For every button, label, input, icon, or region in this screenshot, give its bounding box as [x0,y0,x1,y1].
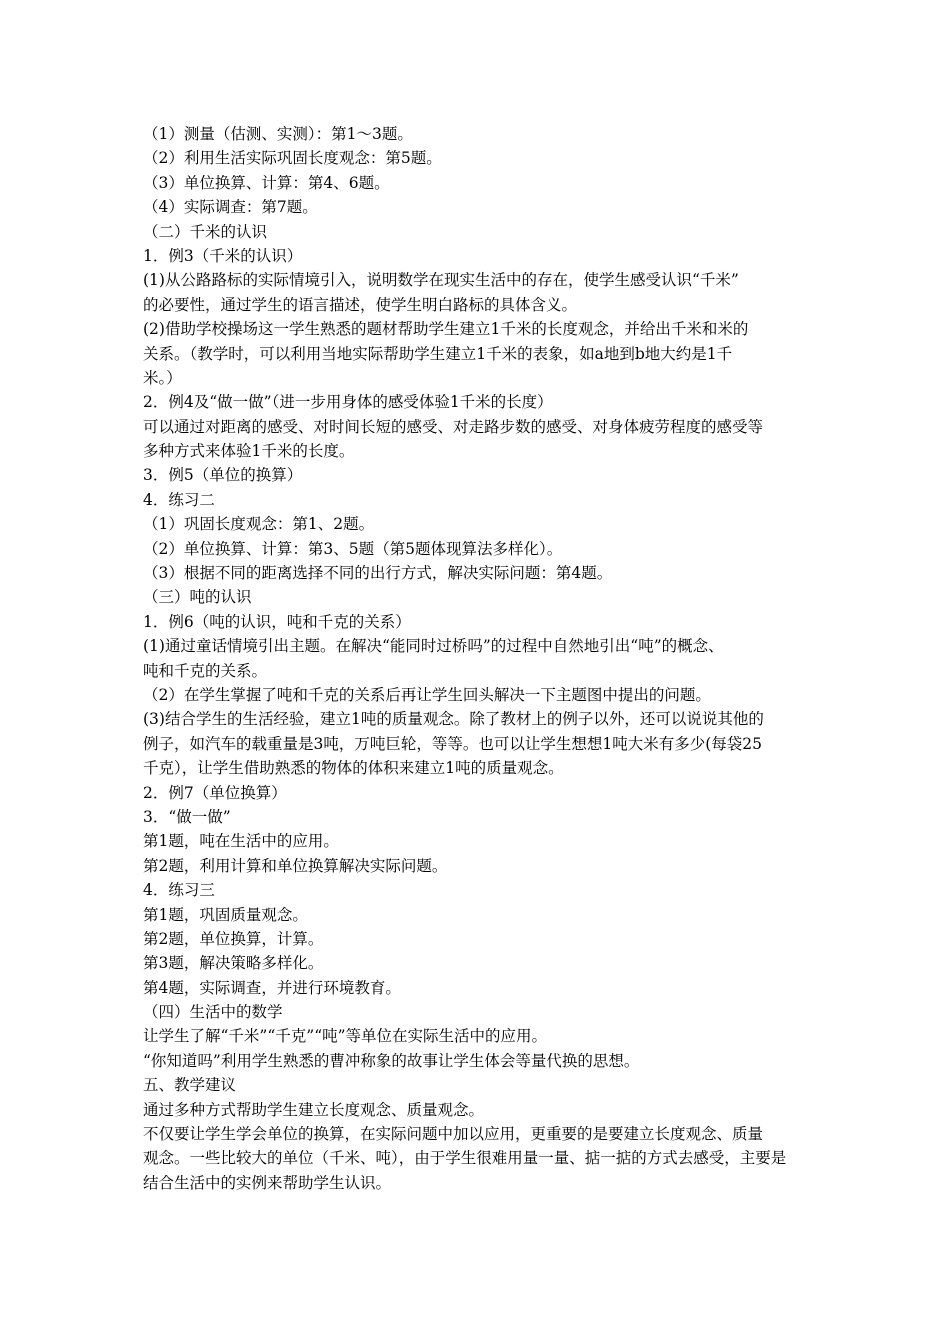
section-heading: 五、教学建议 [143,1076,237,1095]
text-line: 的必要性，通过学生的语言描述，使学生明白路标的具体含义。 [143,295,578,314]
text-line: 可以通过对距离的感受、对时间长短的感受、对走路步数的感受、对身体疲劳程度的感受等 [143,417,764,436]
text-line: 4．练习三 [143,881,215,900]
text-line: “你知道吗”利用学生熟悉的曹冲称象的故事让学生体会等量代换的思想。 [143,1051,640,1070]
text-line: 观念。一些比较大的单位（千米、吨），由于学生很难用量一量、掂一掂的方式去感受，主要是 [143,1149,787,1168]
text-line: (3)结合学生的生活经验，建立1吨的质量观念。除了教材上的例子以外，还可以说说其他的 [143,710,764,729]
section-heading: （二）千米的认识 [143,222,268,241]
text-line: (2)借助学校操场这一学生熟悉的题材帮助学生建立1千米的长度观念，并给出千米和米的 [143,320,749,339]
text-line: 2．例4及“做一做”（进一步用身体的感受体验1千米的长度） [143,393,553,412]
text-line: （3）根据不同的距离选择不同的出行方式，解决实际问题：第4题。 [143,564,613,583]
text-line: 千克），让学生借助熟悉的物体的体积来建立1吨的质量观念。 [143,759,564,778]
text-line: （2）单位换算、计算：第3、5题（第5题体现算法多样化）。 [143,539,563,558]
text-line: 例子，如汽车的载重量是3吨，万吨巨轮，等等。也可以让学生想想1吨大米有多少(每袋25 [143,734,762,753]
text-line: 吨和千克的关系。 [143,661,268,680]
text-line: 通过多种方式帮助学生建立长度观念、质量观念。 [143,1100,485,1119]
text-line: 第1题，巩固质量观念。 [143,905,308,924]
text-line: （2）在学生掌握了吨和千克的关系后再让学生回头解决一下主题图中提出的问题。 [143,685,711,704]
text-line: 结合生活中的实例来帮助学生认识。 [143,1173,392,1192]
section-heading: （四）生活中的数学 [143,1003,283,1022]
text-line: 让学生了解“千米”“千克”“吨”等单位在实际生活中的应用。 [143,1027,548,1046]
text-line: 第1题，吨在生活中的应用。 [143,832,339,851]
text-line: （1）巩固长度观念：第1、2题。 [143,515,375,534]
text-line: 第2题，单位换算，计算。 [143,929,324,948]
text-line: 多种方式来体验1千米的长度。 [143,442,355,461]
text-line: （4）实际调查：第7题。 [143,198,318,217]
text-line: （1）测量（估测、实测）：第1～3题。 [143,125,413,143]
text-line: 4．练习二 [143,490,215,509]
text-line: 第3题，解决策略多样化。 [143,954,324,973]
section-heading: （三）吨的认识 [143,588,252,607]
text-line: 米。） [143,368,182,387]
text-line: 第4题，实际调查，并进行环境教育。 [143,978,401,997]
text-line: 1．例6（吨的认识，吨和千克的关系） [143,612,411,631]
text-line: 3．例5（单位的换算） [143,466,303,485]
text-line: 第2题，利用计算和单位换算解决实际问题。 [143,856,448,875]
document-body [143,122,815,1195]
text-line: （2）利用生活实际巩固长度观念：第5题。 [143,149,442,168]
text-line: (1)通过童话情境引出主题。在解决“能同时过桥吗”的过程中自然地引出“吨”的概念、 [143,637,724,656]
text-line: （3）单位换算、计算：第4、6题。 [143,173,390,192]
text-line: (1)从公路路标的实际情境引入，说明数学在现实生活中的存在，使学生感受认识“千米” [143,271,739,290]
text-line: 关系。（教学时，可以利用当地实际帮助学生建立1千米的表象，如a地到b地大约是1千 [143,344,733,363]
text-line: 2．例7（单位换算） [143,783,287,802]
text-line: 不仅要让学生学会单位的换算，在实际问题中加以应用，更重要的是要建立长度观念、质量 [143,1125,764,1144]
text-line: 3．“做一做” [143,807,231,826]
text-line: 1．例3（千米的认识） [143,246,303,265]
